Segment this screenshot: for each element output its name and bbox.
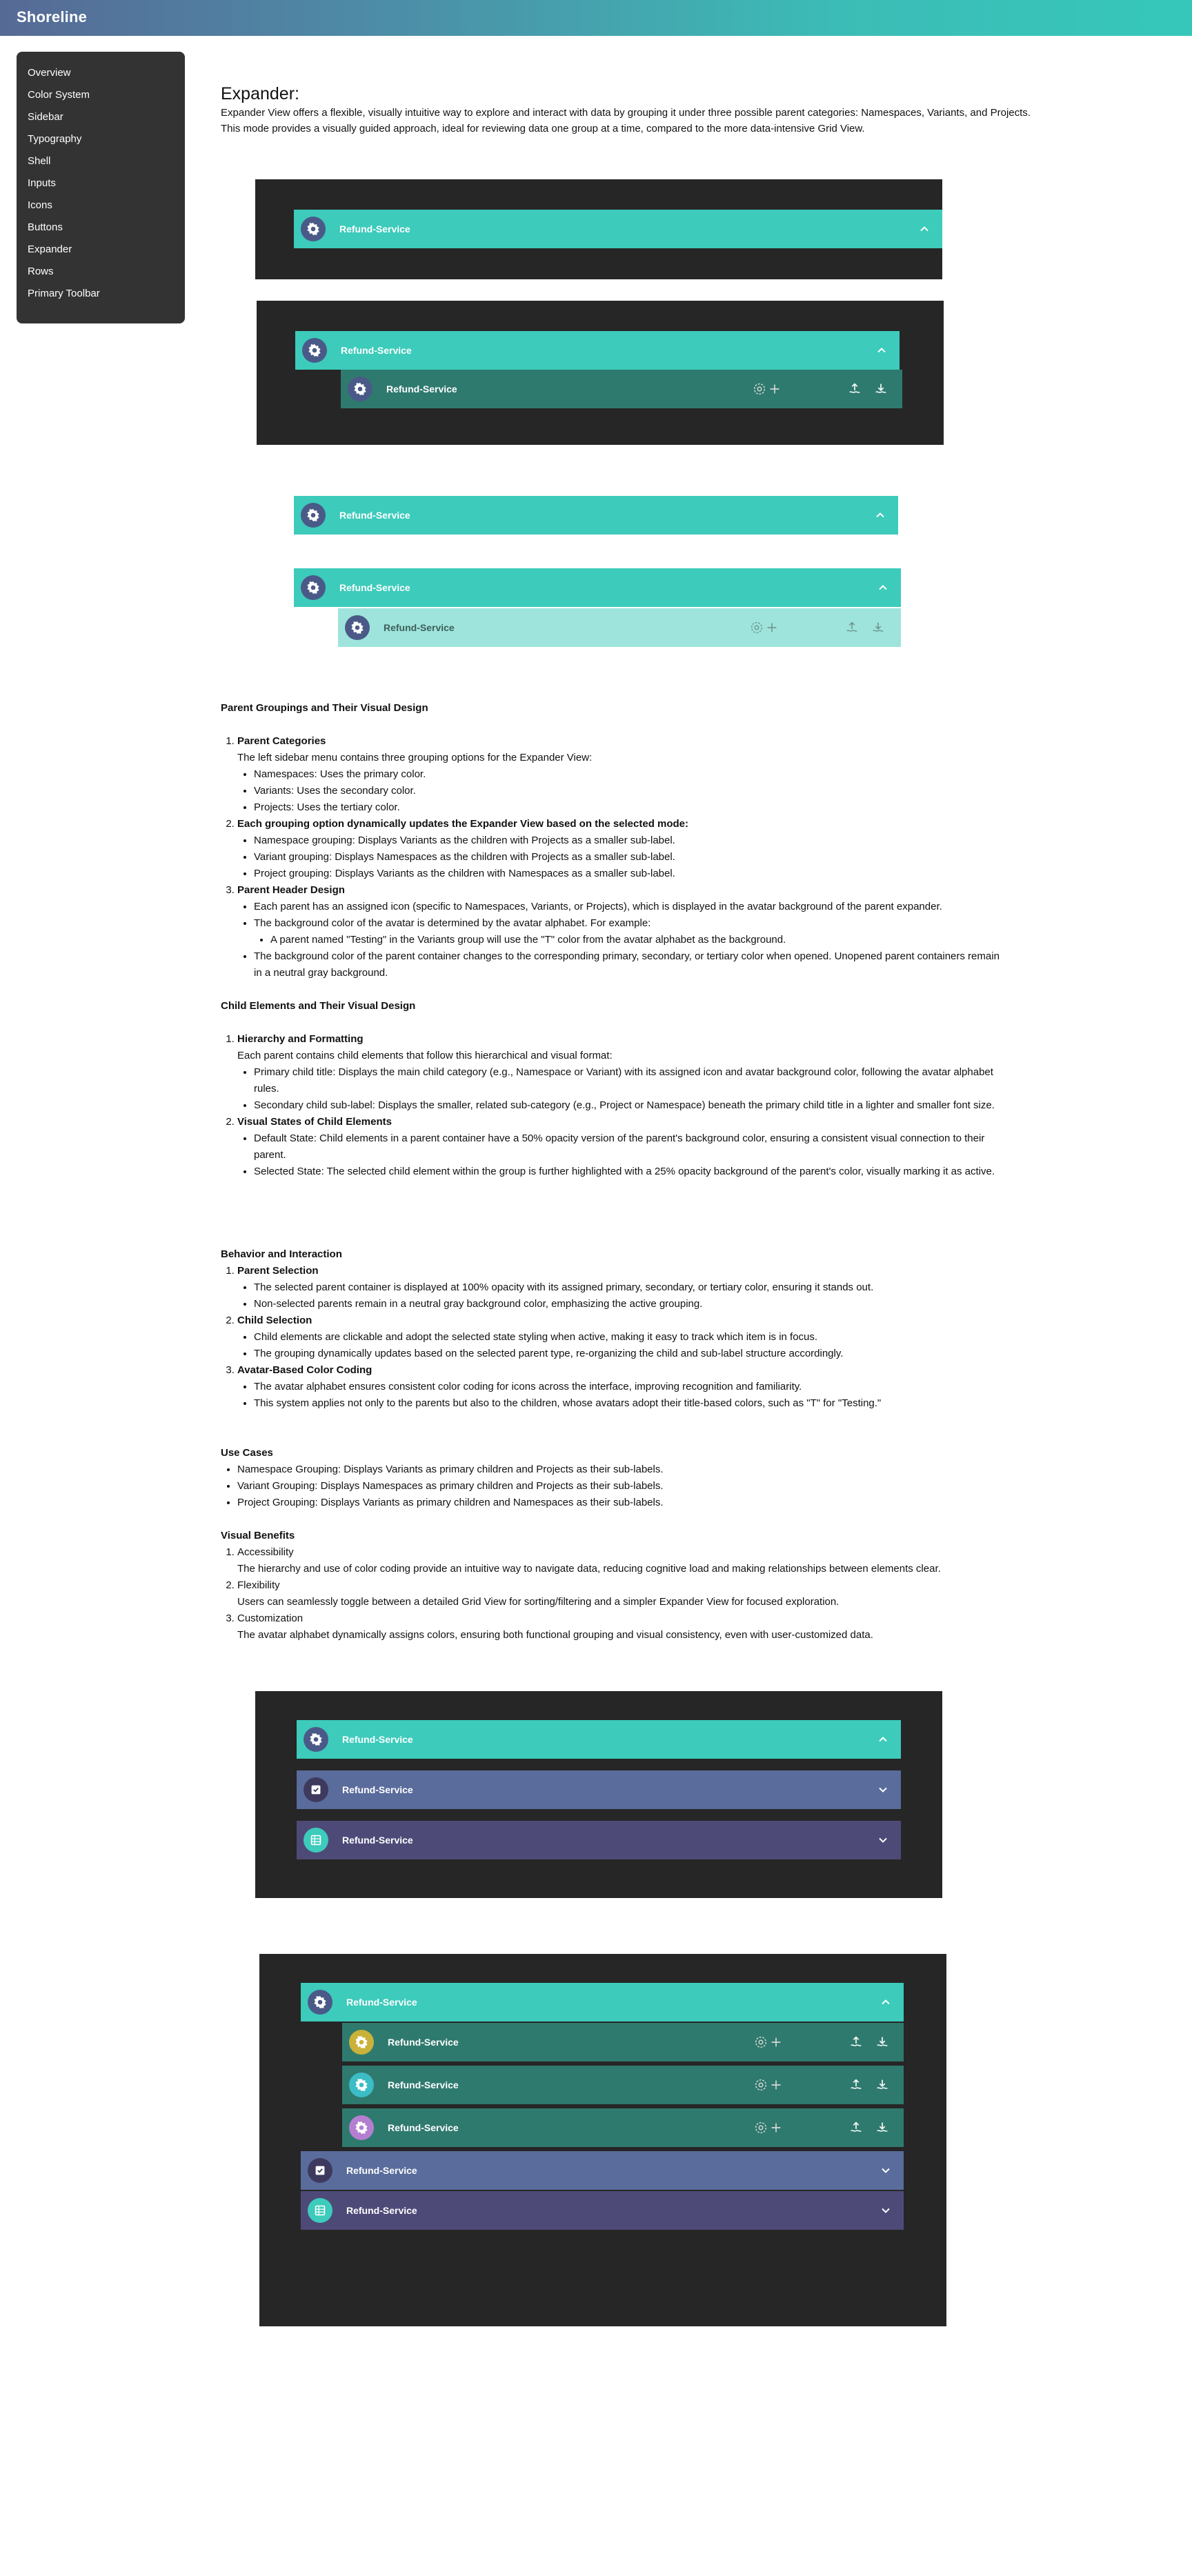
list-item: • Selected State: The selected child element within the group is further highlighted with a 25% opacity background of the parent's color, visually marking it as active. [254, 1164, 1000, 1180]
grid-icon [312, 2203, 328, 2218]
avatar [304, 1727, 328, 1752]
list-item-title: Parent Categories [237, 735, 326, 747]
expander-parent[interactable] [301, 1983, 904, 2021]
list-item: • Default State: Child elements in a parent container have a 50% opacity version of the parent's background color, ensuring a consistent visual connection to their parent. [254, 1130, 1000, 1164]
list-item-title: Visual States of Child Elements [237, 1116, 392, 1128]
list-item: • Primary child title: Displays the main child category (e.g., Namespace or Variant) with its assigned icon and avatar background color, following the avatar alphabet rules. [254, 1064, 1000, 1097]
expander-child[interactable] [341, 370, 902, 408]
expander-demo-panel [255, 1691, 942, 1898]
download-icon[interactable] [875, 2077, 890, 2093]
avatar [345, 615, 370, 640]
list-item-title: Child Selection [237, 1315, 312, 1326]
expander-title: Refund-Service [342, 1835, 413, 1846]
list-item-title: Hierarchy and Formatting [237, 1033, 364, 1045]
plus-icon[interactable] [768, 2077, 784, 2093]
expander-child-title: Refund-Service [386, 383, 457, 395]
sidebar-item-buttons[interactable]: Buttons [28, 221, 63, 233]
avatar [304, 1828, 328, 1853]
sidebar-item-primary-toolbar[interactable]: Primary Toolbar [28, 288, 100, 299]
list-item: The background color of the avatar is determined by the avatar alphabet. For example: [254, 917, 651, 929]
chevron-down-icon[interactable] [879, 2164, 893, 2177]
expander-parent[interactable] [294, 496, 898, 535]
section-heading: Use Cases [221, 1447, 273, 1459]
list-item: • Projects: Uses the tertiary color. [254, 799, 1000, 816]
list-item: • Variants: Uses the secondary color. [254, 783, 1000, 799]
list-item-title: Avatar-Based Color Coding [237, 1364, 372, 1376]
list-item: • Secondary child sub-label: Displays the smaller, related sub-category (e.g., Project or Namespace) beneath the primary child title in a lighter and smaller font size. [254, 1097, 1000, 1114]
expander-demo-panel [255, 179, 942, 279]
expander-parent[interactable] [301, 2151, 904, 2190]
list-item-text: The left sidebar menu contains three grouping options for the Expander View: [237, 752, 593, 763]
download-icon[interactable] [873, 381, 888, 397]
sidebar-item-inputs[interactable]: Inputs [28, 177, 56, 189]
list-item-title: Accessibility [237, 1546, 294, 1558]
sidebar [17, 52, 185, 323]
doc-section-child-elements [221, 998, 1000, 1180]
settings-icon[interactable] [753, 2119, 768, 2136]
list-item: • Each parent has an assigned icon (specific to Namespaces, Variants, or Projects), which is displayed in the avatar background of the parent expander. [254, 899, 1000, 915]
list-item-title: Customization [237, 1613, 304, 1624]
gear-icon [352, 381, 368, 397]
avatar [301, 503, 326, 528]
list-item-title: Parent Header Design [237, 884, 345, 896]
avatar [308, 1990, 332, 2015]
expander-child-title: Refund-Service [388, 2037, 459, 2048]
expander-child-title: Refund-Service [384, 622, 455, 633]
app-title: Shoreline [17, 8, 88, 26]
list-item: • Variant Grouping: Displays Namespaces as primary children and Projects as their sub-labels. [237, 1478, 1000, 1495]
plus-icon[interactable] [764, 619, 779, 636]
doc-section-use-cases [221, 1445, 1000, 1511]
plus-icon[interactable] [768, 2119, 784, 2136]
list-item-text: Each parent contains child elements that follow this hierarchical and visual format: [237, 1050, 613, 1061]
page-title: Expander: [221, 84, 299, 103]
chevron-down-icon[interactable] [879, 2204, 893, 2217]
avatar [301, 575, 326, 600]
settings-icon[interactable] [753, 2034, 768, 2050]
checkbox-icon [312, 2163, 328, 2178]
list-item: • Variant grouping: Displays Namespaces as the children with Projects as a smaller sub-label. [254, 849, 1000, 866]
list-item: • The background color of the parent container changes to the corresponding primary, secondary, or tertiary color when opened. Unopened parent containers remain in a neutral gray background. [254, 948, 1000, 981]
list-item-text: The hierarchy and use of color coding provide an intuitive way to navigate data, reducing cognitive load and making relationships between elements clear. [237, 1563, 941, 1575]
list-item: • Child elements are clickable and adopt the selected state styling when active, making it easy to track which item is in focus. [254, 1329, 1000, 1346]
list-item: • A parent named "Testing" in the Variants group will use the "T" color from the avatar alphabet as the background. [270, 932, 1000, 948]
avatar [348, 377, 372, 401]
upload-icon[interactable] [848, 2034, 864, 2050]
sidebar-item-shell[interactable]: Shell [28, 155, 51, 167]
upload-icon[interactable] [844, 619, 860, 636]
avatar [349, 2115, 374, 2140]
section-heading: Visual Benefits [221, 1530, 295, 1541]
expander-parent[interactable] [297, 1821, 901, 1859]
list-item-title: Flexibility [237, 1579, 280, 1591]
upload-icon[interactable] [847, 381, 862, 397]
chevron-up-icon[interactable] [875, 343, 888, 357]
list-item-text: Users can seamlessly toggle between a detailed Grid View for sorting/filtering and a simpler Expander View for focused exploration. [237, 1596, 840, 1608]
sidebar-item-rows[interactable]: Rows [28, 266, 54, 277]
expander-child[interactable] [342, 2023, 904, 2061]
expander-child[interactable] [338, 608, 901, 647]
sidebar-item-expander[interactable]: Expander [28, 243, 72, 255]
avatar [301, 217, 326, 241]
section-heading: Behavior and Interaction [221, 1248, 342, 1260]
settings-icon[interactable] [753, 2077, 768, 2093]
gear-icon [306, 580, 321, 595]
section-heading: Parent Groupings and Their Visual Design [221, 702, 428, 714]
grid-icon [308, 1833, 324, 1848]
avatar [304, 1777, 328, 1802]
avatar [302, 338, 327, 363]
upload-icon[interactable] [848, 2119, 864, 2136]
expander-parent[interactable] [294, 210, 942, 248]
page-intro: Expander View offers a flexible, visually intuitive way to explore and interact with data by grouping it under three possible parent categories: Namespaces, Variants, and Projects. This mode provides a visually guided approach, ideal for reviewing data one group at a time, compared to the more data-intensive Grid View. [221, 107, 1031, 134]
sidebar-item-typography[interactable]: Typography [28, 133, 82, 145]
plus-icon[interactable] [767, 381, 782, 397]
expander-title: Refund-Service [341, 345, 412, 356]
chevron-up-icon[interactable] [917, 222, 931, 236]
avatar [349, 2073, 374, 2097]
gear-icon [306, 221, 321, 237]
chevron-down-icon[interactable] [876, 1783, 890, 1797]
list-item: • The avatar alphabet ensures consistent color coding for icons across the interface, improving recognition and familiarity. [254, 1379, 1000, 1395]
settings-icon[interactable] [749, 619, 764, 636]
chevron-up-icon[interactable] [873, 508, 887, 522]
sidebar-item-color-system[interactable]: Color System [28, 89, 90, 101]
checkbox-icon [308, 1782, 324, 1797]
plus-icon[interactable] [768, 2034, 784, 2050]
expander-title: Refund-Service [339, 582, 410, 593]
list-item: • The grouping dynamically updates based on the selected parent type, re-organizing the child and sub-label structure accordingly. [254, 1346, 1000, 1362]
expander-parent[interactable] [294, 568, 901, 607]
gear-icon [306, 508, 321, 523]
list-item-text: The avatar alphabet dynamically assigns colors, ensuring both functional grouping and visual consistency, even with user-customized data. [237, 1629, 873, 1641]
sidebar-item-sidebar[interactable]: Sidebar [28, 111, 63, 123]
expander-parent[interactable] [297, 1770, 901, 1809]
expander-title: Refund-Service [346, 1997, 417, 2008]
doc-section-parent-groupings [221, 700, 1000, 981]
expander-parent[interactable] [301, 2191, 904, 2230]
expander-child[interactable] [342, 2108, 904, 2147]
chevron-down-icon[interactable] [876, 1833, 890, 1847]
avatar [349, 2030, 374, 2055]
doc-section-visual-benefits [221, 1528, 1000, 1644]
expander-title: Refund-Service [346, 2165, 417, 2176]
gear-icon [312, 1995, 328, 2010]
chevron-up-icon[interactable] [879, 1995, 893, 2009]
gear-icon [354, 2077, 369, 2093]
download-icon[interactable] [875, 2119, 890, 2136]
avatar [308, 2158, 332, 2183]
expander-demo-panel [259, 1954, 946, 2326]
sidebar-item-icons[interactable]: Icons [28, 199, 52, 211]
expander-title: Refund-Service [346, 2205, 417, 2216]
list-item: • Non-selected parents remain in a neutral gray background color, emphasizing the active grouping. [254, 1296, 1000, 1312]
list-item-title: Parent Selection [237, 1265, 319, 1277]
expander-child[interactable] [342, 2066, 904, 2104]
gear-icon [308, 1732, 324, 1747]
expander-title: Refund-Service [342, 1784, 413, 1795]
gear-icon [354, 2035, 369, 2050]
list-item: • Namespace Grouping: Displays Variants as primary children and Projects as their sub-labels. [237, 1461, 1000, 1478]
expander-parent[interactable] [297, 1720, 901, 1759]
list-item-title: Each grouping option dynamically updates the Expander View based on the selected mode: [237, 818, 689, 830]
top-bar [0, 0, 1192, 36]
section-heading: Child Elements and Their Visual Design [221, 1000, 416, 1012]
doc-section-behavior [221, 1246, 1000, 1412]
sidebar-item-overview[interactable]: Overview [28, 67, 71, 79]
chevron-up-icon[interactable] [876, 581, 890, 595]
download-icon[interactable] [871, 619, 886, 636]
gear-icon [350, 620, 365, 635]
expander-child-title: Refund-Service [388, 2079, 459, 2090]
gear-icon [354, 2120, 369, 2135]
list-item: • The selected parent container is displayed at 100% opacity with its assigned primary, secondary, or tertiary color, ensuring it stands out. [254, 1279, 1000, 1296]
expander-title: Refund-Service [342, 1734, 413, 1745]
list-item: • Namespaces: Uses the primary color. [254, 766, 1000, 783]
download-icon[interactable] [875, 2034, 890, 2050]
settings-icon[interactable] [752, 381, 767, 397]
list-item: • Namespace grouping: Displays Variants as the children with Projects as a smaller sub-label. [254, 832, 1000, 849]
expander-title: Refund-Service [339, 510, 410, 521]
upload-icon[interactable] [848, 2077, 864, 2093]
chevron-up-icon[interactable] [876, 1733, 890, 1746]
expander-title: Refund-Service [339, 223, 410, 234]
expander-parent[interactable] [295, 331, 900, 370]
expander-child-title: Refund-Service [388, 2122, 459, 2133]
gear-icon [307, 343, 322, 358]
list-item: • Project grouping: Displays Variants as the children with Namespaces as a smaller sub-label. [254, 866, 1000, 882]
list-item: • Project Grouping: Displays Variants as primary children and Namespaces as their sub-labels. [237, 1495, 1000, 1511]
expander-demo-panel [257, 301, 944, 445]
avatar [308, 2198, 332, 2223]
list-item: • This system applies not only to the parents but also to the children, whose avatars adopt their title-based colors, such as "T" for "Testing." [254, 1395, 1000, 1412]
